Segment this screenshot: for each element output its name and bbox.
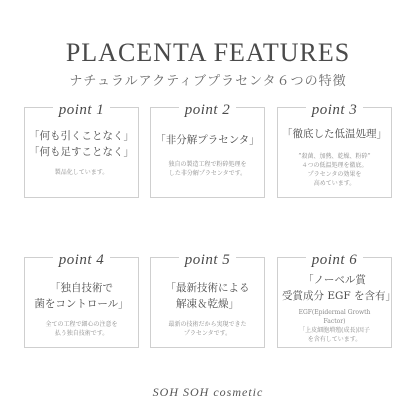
feature-card-heading (282, 126, 387, 142)
feature-card-heading-line: 「独自技術で (50, 282, 113, 294)
feature-card-body-line: プラセンタの効果を (307, 171, 362, 178)
feature-card-label: point 1 (53, 102, 111, 118)
feature-card-6 (277, 252, 397, 348)
feature-card-2 (150, 102, 265, 198)
feature-card-heading-line: 「ノーベル賞 (303, 274, 366, 286)
feature-card-heading (29, 280, 134, 312)
feature-card-body-line: 最新の技術だから実現できた (168, 321, 247, 328)
feature-card-body-line: EGF(Epidermal Growth (298, 309, 371, 316)
feature-card-body-line: 払う独自技術です。 (54, 330, 109, 337)
feature-card-body (29, 320, 134, 338)
feature-card-label: point 4 (53, 252, 111, 268)
feature-card-body-line: Factor) (323, 318, 346, 325)
feature-card-body (29, 168, 134, 177)
feature-card-body-line: 全ての工程で細心の注意を (45, 321, 118, 328)
feature-card-body (155, 160, 260, 178)
feature-card-body-line: 「上皮細胞増殖(成長)因子 (299, 327, 370, 334)
feature-card-heading-line: 「最新技術による (165, 282, 250, 294)
feature-card-body (282, 308, 387, 344)
feature-card-heading-line: 「徹底した低温処理」 (282, 128, 387, 140)
feature-card-body (155, 320, 260, 338)
feature-card-body-line: を含有しています。 (307, 336, 362, 343)
page-subtitle: ナチュラルアクティブプラセンタ６つの特徴 (69, 74, 347, 89)
feature-card-label: point 3 (306, 102, 364, 118)
feature-card-3 (277, 102, 392, 198)
brand-footer: SOH SOH cosmetic (152, 385, 264, 399)
feature-card-heading (29, 128, 134, 160)
feature-card-1 (24, 102, 139, 198)
feature-card-body-line: ４つの低温処理を徹底。 (301, 162, 368, 169)
feature-card-4 (24, 252, 139, 348)
feature-card-body-line: 製品化しています。 (54, 169, 109, 176)
feature-card-body-line: した非分解プラセンタです。 (168, 170, 247, 177)
page-title: PLACENTA FEATURES (65, 38, 351, 67)
feature-card-body-line: ”殺菌、加熱、乾燥、粉砕” (298, 153, 371, 160)
features-grid (24, 102, 397, 371)
feature-card-heading-line: 菌をコントロール」 (34, 298, 129, 310)
feature-card-label: point 2 (179, 102, 237, 118)
feature-card-5 (150, 252, 265, 348)
feature-card-body-line: 独自の製造工程で粉砕処理を (168, 161, 247, 168)
feature-card-heading (155, 132, 260, 148)
feature-card-heading (155, 280, 260, 312)
feature-card-heading-line: 「何も引くことなく」 (29, 130, 134, 142)
feature-card-heading-line: 「非分解プラセンタ」 (155, 134, 260, 146)
feature-card-body-line: プラセンタです。 (183, 330, 232, 337)
feature-card-heading-line: 解凍＆乾燥」 (176, 298, 239, 310)
feature-card-body-line: 高めています。 (313, 180, 356, 187)
feature-card-body (282, 152, 387, 188)
feature-card-heading-line: 「何も足すことなく」 (29, 146, 134, 158)
feature-card-label: point 6 (306, 252, 364, 268)
feature-card-label: point 5 (179, 252, 237, 268)
feature-card-heading (282, 272, 397, 304)
feature-card-heading-line: 受賞成分 EGF を含有」 (282, 290, 397, 302)
